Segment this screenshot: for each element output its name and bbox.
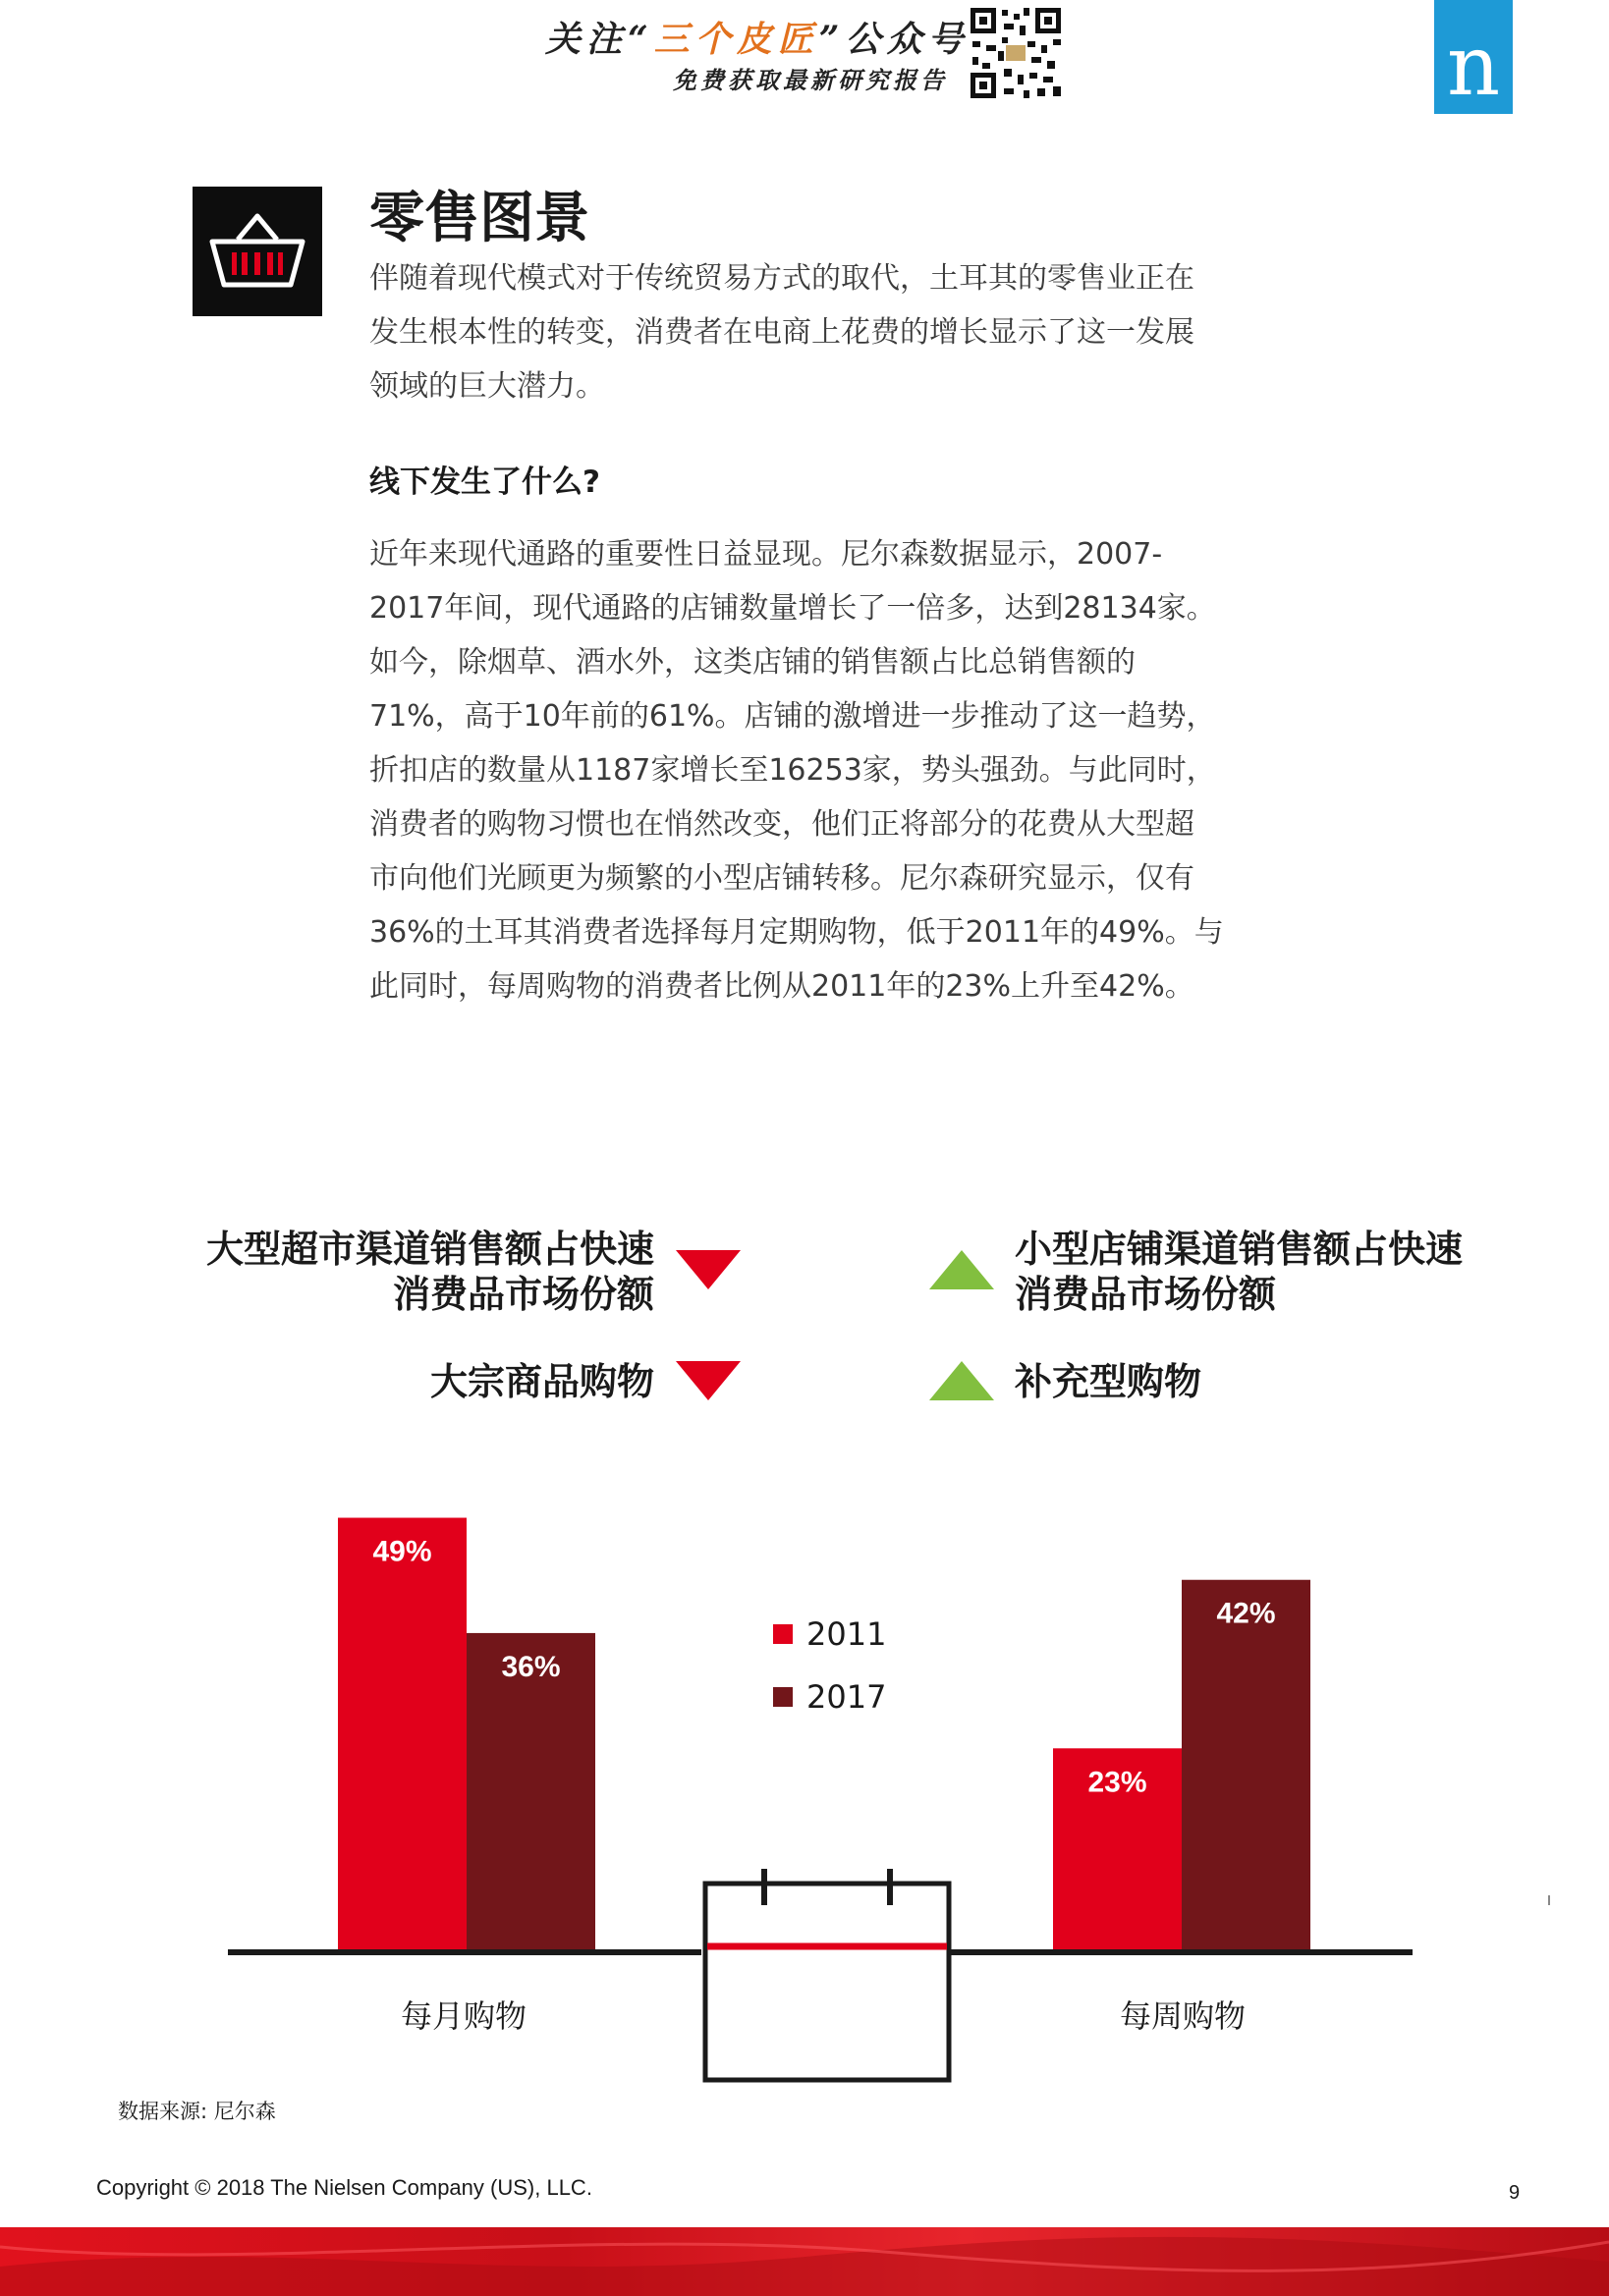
trend-label-line: 大型超市渠道销售额占快速 — [205, 1228, 654, 1271]
legend-label: 2017 — [806, 1678, 887, 1716]
legend-swatch — [773, 1624, 793, 1644]
trend-label-line: 消费品市场份额 — [1015, 1273, 1277, 1316]
nielsen-logo — [1434, 0, 1513, 114]
legend-swatch — [773, 1687, 793, 1707]
copyright: Copyright © 2018 The Nielsen Company (US), LLC. — [96, 2175, 592, 2200]
body-line: 36%的土耳其消费者选择每月定期购物，低于2011年的49%。与 — [369, 915, 1224, 950]
qr-code-icon[interactable] — [969, 6, 1063, 100]
data-source: 数据来源: 尼尔森 — [118, 2100, 276, 2123]
page-number: 9 — [1509, 2182, 1521, 2204]
logo-letter: n — [1446, 18, 1501, 114]
up-arrow-icon — [929, 1250, 994, 1289]
bar-value-label: 36% — [501, 1650, 561, 1683]
bar-value-label: 23% — [1087, 1766, 1147, 1799]
down-arrow-icon — [676, 1361, 741, 1400]
body-line: 市向他们光顾更为频繁的小型店铺转移。尼尔森研究显示，仅有 — [369, 861, 1194, 896]
intro-line: 领域的巨大潜力。 — [369, 369, 605, 404]
bar-2017-1 — [1182, 1580, 1310, 1952]
trend-label-line: 小型店铺渠道销售额占快速 — [1015, 1228, 1464, 1271]
bar-value-label: 42% — [1216, 1597, 1276, 1630]
up-arrow-icon — [929, 1361, 994, 1400]
trend-topup-shopping: 补充型购物 — [1015, 1360, 1202, 1403]
body-line: 2017年间，现代通路的店铺数量增长了一倍多，达到28134家。 — [369, 591, 1216, 626]
legend-item-2011 — [773, 1615, 886, 1653]
body-line: 近年来现代通路的重要性日益显现。尼尔森数据显示，2007- — [369, 537, 1163, 572]
banner-subtitle: 免费获取最新研究报告 — [673, 66, 948, 94]
category-label-weekly: 每周购物 — [1120, 1997, 1247, 2035]
section-title: 零售图景 — [369, 187, 589, 250]
body-line: 71%，高于10年前的61%。店铺的激增进一步推动了这一趋势， — [369, 699, 1216, 734]
shopping-frequency-chart — [0, 1473, 1609, 2111]
intro-line: 伴随着现代模式对于传统贸易方式的取代，土耳其的零售业正在 — [369, 261, 1194, 296]
trend-hypermarket-share — [206, 1227, 654, 1317]
intro-paragraph — [369, 251, 1234, 413]
subheading: 线下发生了什么? — [369, 465, 600, 500]
legend-item-2017 — [773, 1678, 886, 1716]
bar-2011-0 — [338, 1518, 467, 1952]
legend-label: 2011 — [806, 1615, 887, 1653]
intro-line: 发生根本性的转变，消费者在电商上花费的增长显示了这一发展 — [369, 315, 1194, 350]
trend-label-line: 消费品市场份额 — [392, 1273, 654, 1316]
banner-prefix: 关注“ — [545, 19, 654, 60]
body-line: 消费者的购物习惯也在悄然改变，他们正将部分的花费从大型超 — [369, 807, 1194, 842]
shopping-basket-icon — [193, 187, 322, 316]
body-paragraph — [369, 527, 1234, 1013]
body-line: 如今，除烟草、酒水外，这类店铺的销售额占比总销售额的 — [369, 645, 1136, 680]
calendar-icon — [705, 1869, 949, 2080]
banner-title — [545, 12, 969, 62]
bar-value-label: 49% — [372, 1535, 432, 1568]
down-arrow-icon — [676, 1250, 741, 1289]
banner-highlight: 三个皮匠 — [653, 19, 819, 60]
trend-small-store-share — [1015, 1227, 1463, 1317]
footer-decorative-band — [0, 2227, 1609, 2296]
body-line: 此同时，每周购物的消费者比例从2011年的23%上升至42%。 — [369, 969, 1194, 1004]
banner-suffix: ”公众号 — [818, 19, 970, 60]
category-label-monthly: 每月购物 — [401, 1997, 527, 2035]
body-line: 折扣店的数量从1187家增长至16253家，势头强劲。与此同时， — [369, 753, 1216, 788]
trend-bulk-shopping: 大宗商品购物 — [429, 1360, 654, 1403]
